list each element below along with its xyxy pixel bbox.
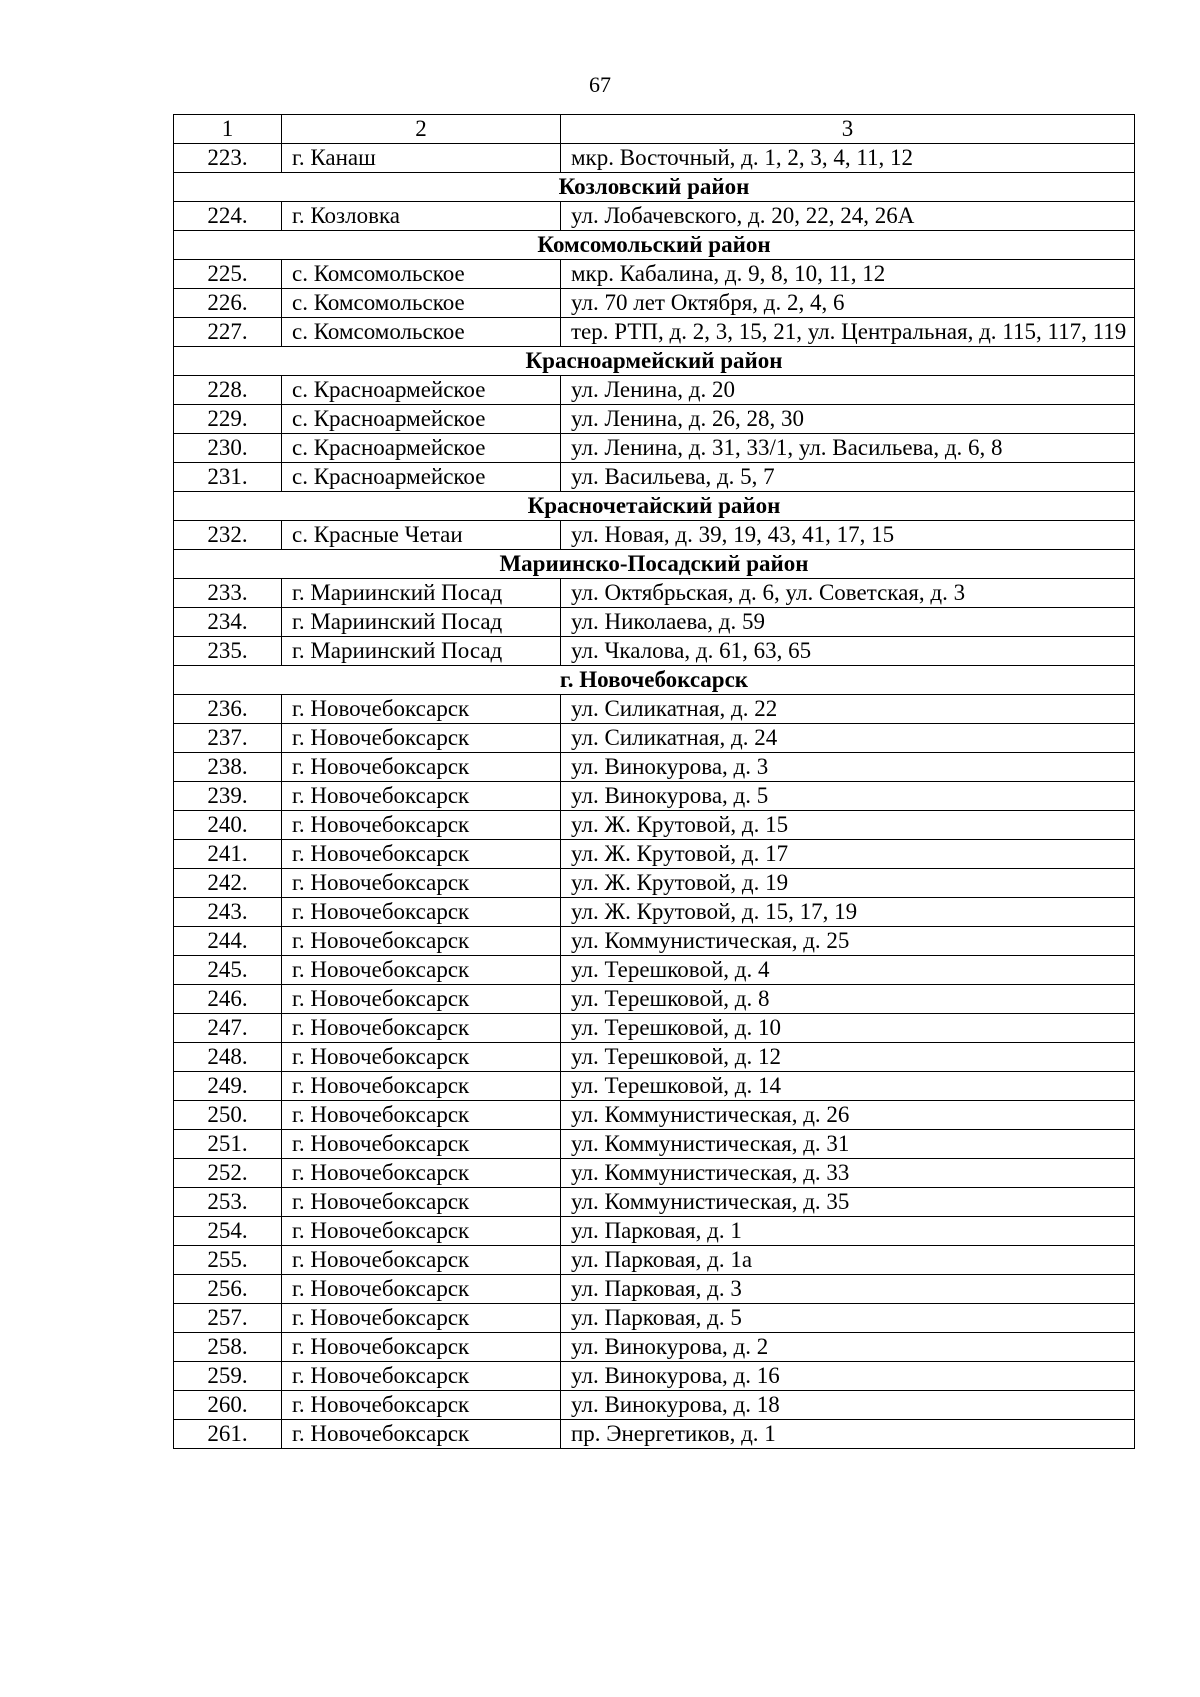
row-number: 250. (174, 1101, 282, 1130)
row-address: ул. Парковая, д. 3 (561, 1275, 1135, 1304)
row-address: ул. Ж. Крутовой, д. 17 (561, 840, 1135, 869)
section-row (174, 231, 1135, 260)
row-address: мкр. Кабалина, д. 9, 8, 10, 11, 12 (561, 260, 1135, 289)
row-locality: г. Новочебоксарск (282, 724, 561, 753)
row-locality: с. Красноармейское (282, 376, 561, 405)
table-row (174, 1014, 1135, 1043)
row-address: ул. Ж. Крутовой, д. 15 (561, 811, 1135, 840)
table-row (174, 985, 1135, 1014)
row-number: 260. (174, 1391, 282, 1420)
row-number: 251. (174, 1130, 282, 1159)
table-row (174, 782, 1135, 811)
table-row (174, 1072, 1135, 1101)
row-address: ул. Ж. Крутовой, д. 19 (561, 869, 1135, 898)
row-locality: с. Красноармейское (282, 463, 561, 492)
row-locality: г. Новочебоксарск (282, 927, 561, 956)
table-row (174, 695, 1135, 724)
row-number: 235. (174, 637, 282, 666)
row-locality: с. Комсомольское (282, 318, 561, 347)
row-number: 232. (174, 521, 282, 550)
row-locality: г. Новочебоксарск (282, 753, 561, 782)
row-address: мкр. Восточный, д. 1, 2, 3, 4, 11, 12 (561, 144, 1135, 173)
row-address: ул. Терешковой, д. 10 (561, 1014, 1135, 1043)
row-locality: с. Комсомольское (282, 289, 561, 318)
row-address: ул. Новая, д. 39, 19, 43, 41, 17, 15 (561, 521, 1135, 550)
table-row (174, 753, 1135, 782)
page-number: 67 (589, 72, 611, 97)
table-row (174, 1304, 1135, 1333)
row-address: ул. Коммунистическая, д. 35 (561, 1188, 1135, 1217)
table-row (174, 927, 1135, 956)
row-number: 243. (174, 898, 282, 927)
table-row (174, 1420, 1135, 1449)
table-row (174, 1275, 1135, 1304)
section-row (174, 173, 1135, 202)
table-header-row (174, 115, 1135, 144)
table-row (174, 1333, 1135, 1362)
row-locality: г. Новочебоксарск (282, 1304, 561, 1333)
row-address: ул. Терешковой, д. 12 (561, 1043, 1135, 1072)
row-number: 240. (174, 811, 282, 840)
row-locality: г. Новочебоксарск (282, 1217, 561, 1246)
row-number: 233. (174, 579, 282, 608)
table-row (174, 318, 1135, 347)
section-title: Мариинско-Посадский район (174, 550, 1135, 579)
row-locality: г. Новочебоксарск (282, 1014, 561, 1043)
row-address: ул. Коммунистическая, д. 33 (561, 1159, 1135, 1188)
section-title: Козловский район (174, 173, 1135, 202)
row-address: ул. Винокурова, д. 2 (561, 1333, 1135, 1362)
row-number: 258. (174, 1333, 282, 1362)
row-number: 257. (174, 1304, 282, 1333)
column-header-locality: 2 (282, 115, 561, 144)
addresses-table (173, 114, 1135, 1449)
table-row (174, 1043, 1135, 1072)
row-number: 245. (174, 956, 282, 985)
row-address: ул. Терешковой, д. 14 (561, 1072, 1135, 1101)
table-row (174, 289, 1135, 318)
row-address: ул. Винокурова, д. 16 (561, 1362, 1135, 1391)
row-locality: с. Красноармейское (282, 434, 561, 463)
row-number: 242. (174, 869, 282, 898)
section-row (174, 347, 1135, 376)
row-number: 259. (174, 1362, 282, 1391)
row-locality: г. Новочебоксарск (282, 1420, 561, 1449)
row-address: ул. Парковая, д. 1а (561, 1246, 1135, 1275)
table-row (174, 579, 1135, 608)
row-number: 241. (174, 840, 282, 869)
row-locality: г. Мариинский Посад (282, 608, 561, 637)
row-address: ул. Коммунистическая, д. 26 (561, 1101, 1135, 1130)
row-number: 254. (174, 1217, 282, 1246)
section-row (174, 492, 1135, 521)
row-locality: г. Новочебоксарск (282, 956, 561, 985)
row-address: ул. Ж. Крутовой, д. 15, 17, 19 (561, 898, 1135, 927)
row-number: 239. (174, 782, 282, 811)
row-address: ул. Винокурова, д. 5 (561, 782, 1135, 811)
row-address: пр. Энергетиков, д. 1 (561, 1420, 1135, 1449)
row-address: ул. Коммунистическая, д. 31 (561, 1130, 1135, 1159)
table-row (174, 1391, 1135, 1420)
row-locality: г. Новочебоксарск (282, 1072, 561, 1101)
row-number: 256. (174, 1275, 282, 1304)
table-row (174, 1130, 1135, 1159)
row-locality: г. Новочебоксарск (282, 1362, 561, 1391)
section-row (174, 666, 1135, 695)
section-title: г. Новочебоксарск (174, 666, 1135, 695)
row-address: ул. Ленина, д. 31, 33/1, ул. Васильева, д. 6, 8 (561, 434, 1135, 463)
row-number: 247. (174, 1014, 282, 1043)
row-locality: г. Новочебоксарск (282, 1043, 561, 1072)
row-address: ул. Николаева, д. 59 (561, 608, 1135, 637)
row-address: ул. Винокурова, д. 3 (561, 753, 1135, 782)
row-address: ул. Ленина, д. 20 (561, 376, 1135, 405)
row-address: ул. Чкалова, д. 61, 63, 65 (561, 637, 1135, 666)
table-row (174, 1101, 1135, 1130)
row-locality: г. Новочебоксарск (282, 869, 561, 898)
row-locality: г. Мариинский Посад (282, 579, 561, 608)
table-row (174, 956, 1135, 985)
column-header-number: 1 (174, 115, 282, 144)
row-locality: г. Новочебоксарск (282, 1101, 561, 1130)
row-address: ул. Октябрьская, д. 6, ул. Советская, д. 3 (561, 579, 1135, 608)
row-number: 230. (174, 434, 282, 463)
table-body (174, 115, 1135, 1449)
row-number: 248. (174, 1043, 282, 1072)
row-number: 236. (174, 695, 282, 724)
row-address: ул. Силикатная, д. 24 (561, 724, 1135, 753)
table-row (174, 724, 1135, 753)
table-row (174, 869, 1135, 898)
row-number: 223. (174, 144, 282, 173)
row-locality: с. Красноармейское (282, 405, 561, 434)
row-address: ул. Лобачевского, д. 20, 22, 24, 26А (561, 202, 1135, 231)
row-locality: г. Новочебоксарск (282, 985, 561, 1014)
row-address: тер. РТП, д. 2, 3, 15, 21, ул. Центральная, д. 115, 117, 119 (561, 318, 1135, 347)
row-number: 226. (174, 289, 282, 318)
row-address: ул. Парковая, д. 5 (561, 1304, 1135, 1333)
row-number: 229. (174, 405, 282, 434)
table-row (174, 463, 1135, 492)
row-number: 244. (174, 927, 282, 956)
table-row (174, 1217, 1135, 1246)
row-address: ул. Терешковой, д. 4 (561, 956, 1135, 985)
row-number: 246. (174, 985, 282, 1014)
table-row (174, 898, 1135, 927)
row-number: 231. (174, 463, 282, 492)
table-row (174, 405, 1135, 434)
table-row (174, 811, 1135, 840)
table-row (174, 260, 1135, 289)
row-number: 252. (174, 1159, 282, 1188)
row-locality: г. Новочебоксарск (282, 1333, 561, 1362)
table-row (174, 202, 1135, 231)
table-row (174, 376, 1135, 405)
row-locality: г. Новочебоксарск (282, 1130, 561, 1159)
table-row (174, 637, 1135, 666)
table-row (174, 1246, 1135, 1275)
row-number: 238. (174, 753, 282, 782)
section-title: Красночетайский район (174, 492, 1135, 521)
table-row (174, 144, 1135, 173)
row-locality: г. Новочебоксарск (282, 1391, 561, 1420)
row-number: 253. (174, 1188, 282, 1217)
row-number: 249. (174, 1072, 282, 1101)
section-title: Комсомольский район (174, 231, 1135, 260)
row-locality: г. Козловка (282, 202, 561, 231)
table-row (174, 434, 1135, 463)
row-locality: г. Новочебоксарск (282, 811, 561, 840)
section-row (174, 550, 1135, 579)
row-locality: г. Новочебоксарск (282, 1188, 561, 1217)
table-row (174, 521, 1135, 550)
table-row (174, 1362, 1135, 1391)
row-number: 224. (174, 202, 282, 231)
table-row (174, 608, 1135, 637)
row-locality: г. Мариинский Посад (282, 637, 561, 666)
table-row (174, 840, 1135, 869)
section-title: Красноармейский район (174, 347, 1135, 376)
row-number: 228. (174, 376, 282, 405)
row-address: ул. Силикатная, д. 22 (561, 695, 1135, 724)
row-address: ул. Ленина, д. 26, 28, 30 (561, 405, 1135, 434)
row-address: ул. Парковая, д. 1 (561, 1217, 1135, 1246)
row-locality: г. Новочебоксарск (282, 1275, 561, 1304)
row-address: ул. Винокурова, д. 18 (561, 1391, 1135, 1420)
row-locality: г. Новочебоксарск (282, 695, 561, 724)
row-locality: с. Красные Четаи (282, 521, 561, 550)
row-locality: с. Комсомольское (282, 260, 561, 289)
row-address: ул. Коммунистическая, д. 25 (561, 927, 1135, 956)
row-number: 261. (174, 1420, 282, 1449)
row-number: 234. (174, 608, 282, 637)
row-locality: г. Новочебоксарск (282, 898, 561, 927)
row-locality: г. Новочебоксарск (282, 840, 561, 869)
row-locality: г. Новочебоксарск (282, 782, 561, 811)
row-number: 227. (174, 318, 282, 347)
row-address: ул. 70 лет Октября, д. 2, 4, 6 (561, 289, 1135, 318)
table-row (174, 1188, 1135, 1217)
row-address: ул. Васильева, д. 5, 7 (561, 463, 1135, 492)
row-locality: г. Канаш (282, 144, 561, 173)
row-locality: г. Новочебоксарск (282, 1246, 561, 1275)
row-number: 225. (174, 260, 282, 289)
row-number: 255. (174, 1246, 282, 1275)
row-number: 237. (174, 724, 282, 753)
column-header-address: 3 (561, 115, 1135, 144)
row-address: ул. Терешковой, д. 8 (561, 985, 1135, 1014)
table-row (174, 1159, 1135, 1188)
row-locality: г. Новочебоксарск (282, 1159, 561, 1188)
